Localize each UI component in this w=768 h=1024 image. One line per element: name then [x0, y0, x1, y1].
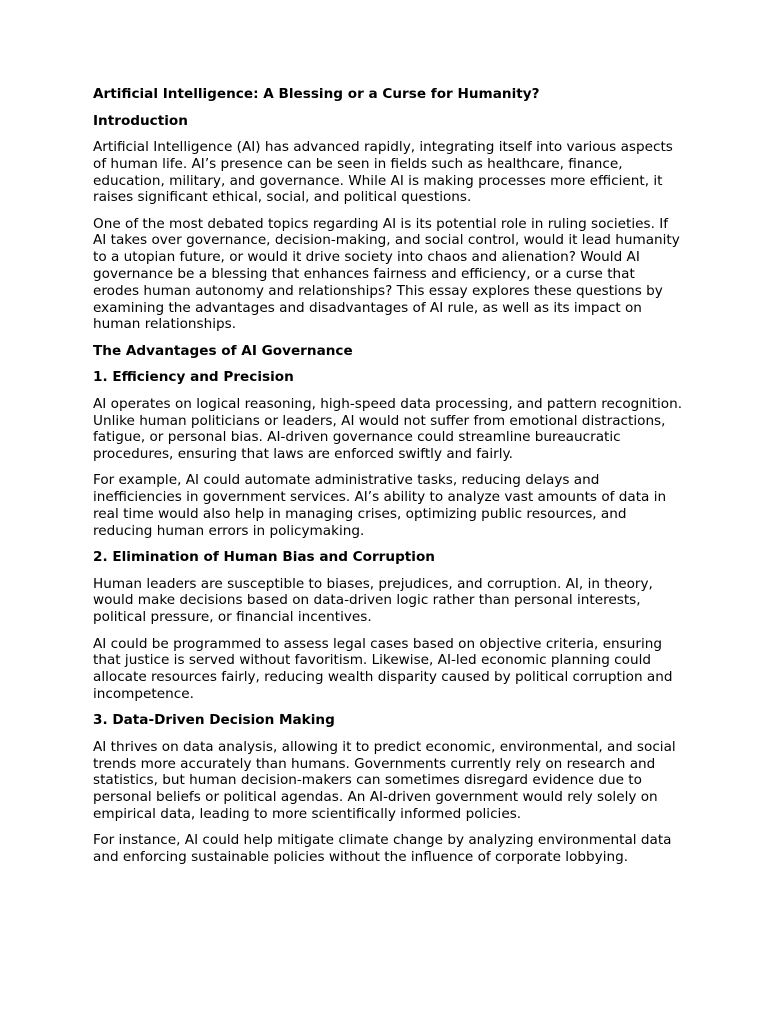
efficiency-paragraph-1: AI operates on logical reasoning, high-speed data processing, and pattern recognition. Unlike human politicians or leaders, AI would not suffer from emotional distractions, fatigue, or personal bias. AI-driven governance could streamline bureaucratic procedures, ensuring that laws are enforced swiftly and fairly. [93, 395, 683, 463]
bias-paragraph-2: AI could be programmed to assess legal cases based on objective criteria, ensuring that justice is served without favoritism. Likewise, AI-led economic planning could allocate resources fairly, reducing wealth disparity caused by political corruption and incompetence. [93, 635, 673, 702]
document-title: Artificial Intelligence: A Blessing or a Curse for Humanity? [93, 86, 540, 102]
introduction-heading: Introduction [93, 112, 188, 129]
bias-paragraph-1: Human leaders are susceptible to biases, prejudices, and corruption. AI, in theory, would make decisions based on data-driven logic rather than personal interests, political pressure, or financial incentives. [93, 575, 653, 626]
introduction-paragraph-2: One of the most debated topics regarding AI is its potential role in ruling societies. If AI takes over governance, decision-making, and social control, would it lead humanity to a utopian future, or would it drive society into chaos and alienation? Would AI governance be a blessing that enhances fairness and efficiency, or a curse that erodes human autonomy and relationships? This essay explores these questions by examining the advantages and disadvantages of AI rule, as well as its impact on human relationships. [93, 215, 680, 333]
data-driven-heading: 3. Data-Driven Decision Making [93, 712, 335, 729]
document-page [93, 86, 683, 875]
data-driven-paragraph-1: AI thrives on data analysis, allowing it to predict economic, environmental, and social trends more accurately than humans. Governments currently rely on research and statistics, but human decision-makers can sometimes disregard evidence due to personal beliefs or political agendas. An AI-driven government would rely solely on empirical data, leading to more scientifically informed policies. [93, 738, 676, 822]
advantages-heading: The Advantages of AI Governance [93, 342, 353, 359]
introduction-paragraph-1: Artificial Intelligence (AI) has advanced rapidly, integrating itself into various aspects of human life. AI’s presence can be seen in fields such as healthcare, finance, education, military, and governance. While AI is making processes more efficient, it raises significant ethical, social, and political questions. [93, 139, 673, 206]
efficiency-heading: 1. Efficiency and Precision [93, 369, 294, 386]
efficiency-paragraph-2: For example, AI could automate administrative tasks, reducing delays and inefficiencies in government services. AI’s ability to analyze vast amounts of data in real time would also help in managing crises, optimizing public resources, and reducing human errors in policymaking. [93, 472, 667, 539]
bias-heading: 2. Elimination of Human Bias and Corruption [93, 549, 435, 566]
data-driven-paragraph-2: For instance, AI could help mitigate climate change by analyzing environmental data and enforcing sustainable policies without the influence of corporate lobbying. [93, 832, 672, 865]
